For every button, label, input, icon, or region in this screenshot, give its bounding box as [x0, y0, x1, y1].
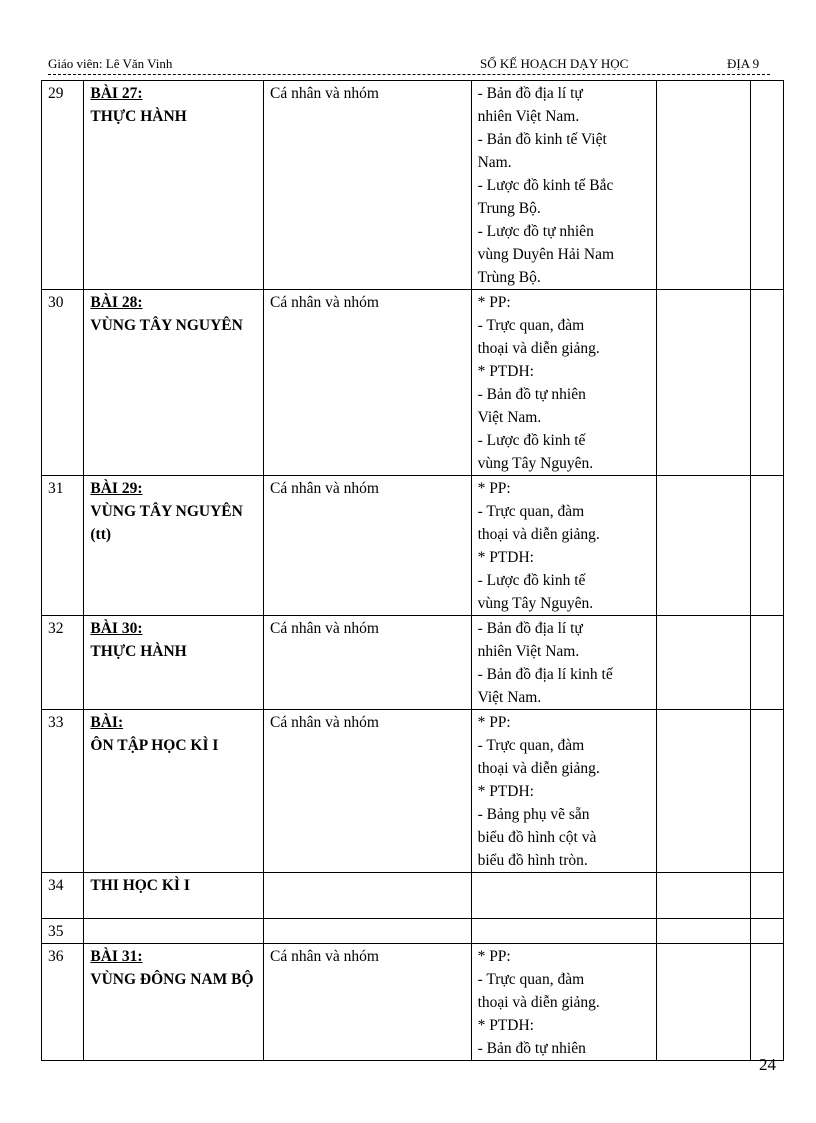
row-number: 34: [42, 873, 84, 919]
means-line: biểu đồ hình cột và: [477, 829, 597, 846]
teaching-form: [264, 919, 472, 944]
empty-cell: [750, 873, 784, 919]
means-line: vùng Duyên Hải Nam: [477, 246, 615, 263]
means-line: Việt Nam.: [477, 409, 542, 426]
means-line: * PP:: [477, 480, 511, 497]
means-line: Trung Bộ.: [477, 200, 541, 217]
lesson-cell: [84, 710, 264, 873]
empty-cell: [656, 944, 750, 1061]
lesson-label: BÀI 27:: [90, 85, 143, 102]
means-line: * PTDH:: [477, 783, 534, 800]
teaching-means: [471, 81, 656, 290]
lesson-topic: VÙNG ĐÔNG NAM BỘ: [90, 971, 254, 988]
means-line: nhiên Việt Nam.: [477, 108, 580, 125]
lesson-cell: [84, 616, 264, 710]
table-row: [42, 710, 784, 873]
teaching-means: [471, 919, 656, 944]
table-row: [42, 81, 784, 290]
lesson-cell: [84, 873, 264, 919]
means-line: thoại và diễn giảng.: [477, 526, 600, 543]
empty-cell: [750, 710, 784, 873]
teacher-name: Giáo viên: Lê Văn Vinh: [48, 56, 173, 71]
means-line: thoại và diễn giảng.: [477, 340, 600, 357]
lesson-topic: THỰC HÀNH: [90, 643, 187, 660]
row-number: 35: [42, 919, 84, 944]
empty-cell: [750, 616, 784, 710]
lesson-topic: VÙNG TÂY NGUYÊN (tt): [90, 503, 243, 543]
lesson-topic: THỰC HÀNH: [90, 108, 187, 125]
lesson-label: BÀI 31:: [90, 948, 143, 965]
lesson-topic: ÔN TẬP HỌC KÌ I: [90, 737, 219, 754]
teaching-form: [264, 873, 472, 919]
empty-cell: [750, 944, 784, 1061]
means-line: * PP:: [477, 294, 511, 311]
empty-cell: [750, 476, 784, 616]
means-line: - Trực quan, đàm: [477, 737, 585, 754]
lesson-cell: [84, 81, 264, 290]
table-row: [42, 873, 784, 919]
row-number: 33: [42, 710, 84, 873]
empty-cell: [656, 710, 750, 873]
means-line: vùng Tây Nguyên.: [477, 455, 594, 472]
table-row: [42, 616, 784, 710]
means-line: - Bản đồ kinh tế Việt: [477, 131, 607, 148]
means-line: * PTDH:: [477, 1017, 534, 1034]
row-number: 29: [42, 81, 84, 290]
means-line: Việt Nam.: [477, 689, 542, 706]
lesson-cell: [84, 476, 264, 616]
teaching-means: [471, 476, 656, 616]
means-line: - Trực quan, đàm: [477, 971, 585, 988]
means-line: Trùng Bộ.: [477, 269, 541, 286]
row-number: 36: [42, 944, 84, 1061]
empty-cell: [656, 290, 750, 476]
page-number: 24: [759, 1055, 776, 1074]
table-row: [42, 919, 784, 944]
teaching-means: [471, 616, 656, 710]
means-line: nhiên Việt Nam.: [477, 643, 580, 660]
table-row: [42, 476, 784, 616]
subject-label: ĐỊA 9: [727, 56, 760, 71]
means-line: - Trực quan, đàm: [477, 317, 585, 334]
means-line: - Bảng phụ vẽ sẵn: [477, 806, 590, 823]
means-line: - Bản đồ địa lí tự: [477, 85, 583, 102]
empty-cell: [656, 81, 750, 290]
teaching-form: Cá nhân và nhóm: [264, 290, 472, 476]
book-title: SỔ KẾ HOẠCH DẠY HỌC: [480, 56, 629, 71]
means-line: vùng Tây Nguyên.: [477, 595, 594, 612]
means-line: - Bản đồ địa lí kinh tế: [477, 666, 613, 683]
row-number: 30: [42, 290, 84, 476]
table-row: [42, 290, 784, 476]
lesson-cell: [84, 919, 264, 944]
empty-cell: [656, 873, 750, 919]
lesson-plan-table: [41, 80, 784, 1061]
means-line: thoại và diễn giảng.: [477, 994, 600, 1011]
means-line: biểu đồ hình tròn.: [477, 852, 588, 869]
means-line: - Bản đồ tự nhiên: [477, 386, 586, 403]
teaching-form: Cá nhân và nhóm: [264, 616, 472, 710]
page-header: [48, 54, 770, 75]
empty-cell: [750, 290, 784, 476]
means-line: - Lược đồ tự nhiên: [477, 223, 594, 240]
means-line: - Lược đồ kinh tế: [477, 432, 586, 449]
row-number: 31: [42, 476, 84, 616]
empty-cell: [656, 476, 750, 616]
table-row: [42, 944, 784, 1061]
means-line: - Trực quan, đàm: [477, 503, 585, 520]
lesson-topic: THI HỌC KÌ I: [90, 877, 190, 894]
means-line: * PP:: [477, 948, 511, 965]
teaching-means: [471, 873, 656, 919]
means-line: Nam.: [477, 154, 512, 171]
teaching-form: Cá nhân và nhóm: [264, 81, 472, 290]
means-line: * PTDH:: [477, 363, 534, 380]
teaching-form: Cá nhân và nhóm: [264, 710, 472, 873]
teaching-form: Cá nhân và nhóm: [264, 476, 472, 616]
teaching-form: Cá nhân và nhóm: [264, 944, 472, 1061]
means-line: * PP:: [477, 714, 511, 731]
lesson-cell: [84, 290, 264, 476]
teaching-means: [471, 710, 656, 873]
empty-cell: [750, 81, 784, 290]
lesson-label: BÀI:: [90, 714, 124, 731]
means-line: * PTDH:: [477, 549, 534, 566]
means-line: - Lược đồ kinh tế Bắc: [477, 177, 614, 194]
means-line: thoại và diễn giảng.: [477, 760, 600, 777]
teaching-means: [471, 944, 656, 1061]
empty-cell: [656, 919, 750, 944]
lesson-label: BÀI 28:: [90, 294, 143, 311]
lesson-topic: VÙNG TÂY NGUYÊN: [90, 317, 243, 334]
row-number: 32: [42, 616, 84, 710]
empty-cell: [656, 616, 750, 710]
lesson-label: BÀI 30:: [90, 620, 143, 637]
means-line: - Lược đồ kinh tế: [477, 572, 586, 589]
means-line: - Bản đồ địa lí tự: [477, 620, 583, 637]
means-line: - Bản đồ tự nhiên: [477, 1040, 586, 1057]
lesson-cell: [84, 944, 264, 1061]
teaching-means: [471, 290, 656, 476]
lesson-label: BÀI 29:: [90, 480, 143, 497]
empty-cell: [750, 919, 784, 944]
